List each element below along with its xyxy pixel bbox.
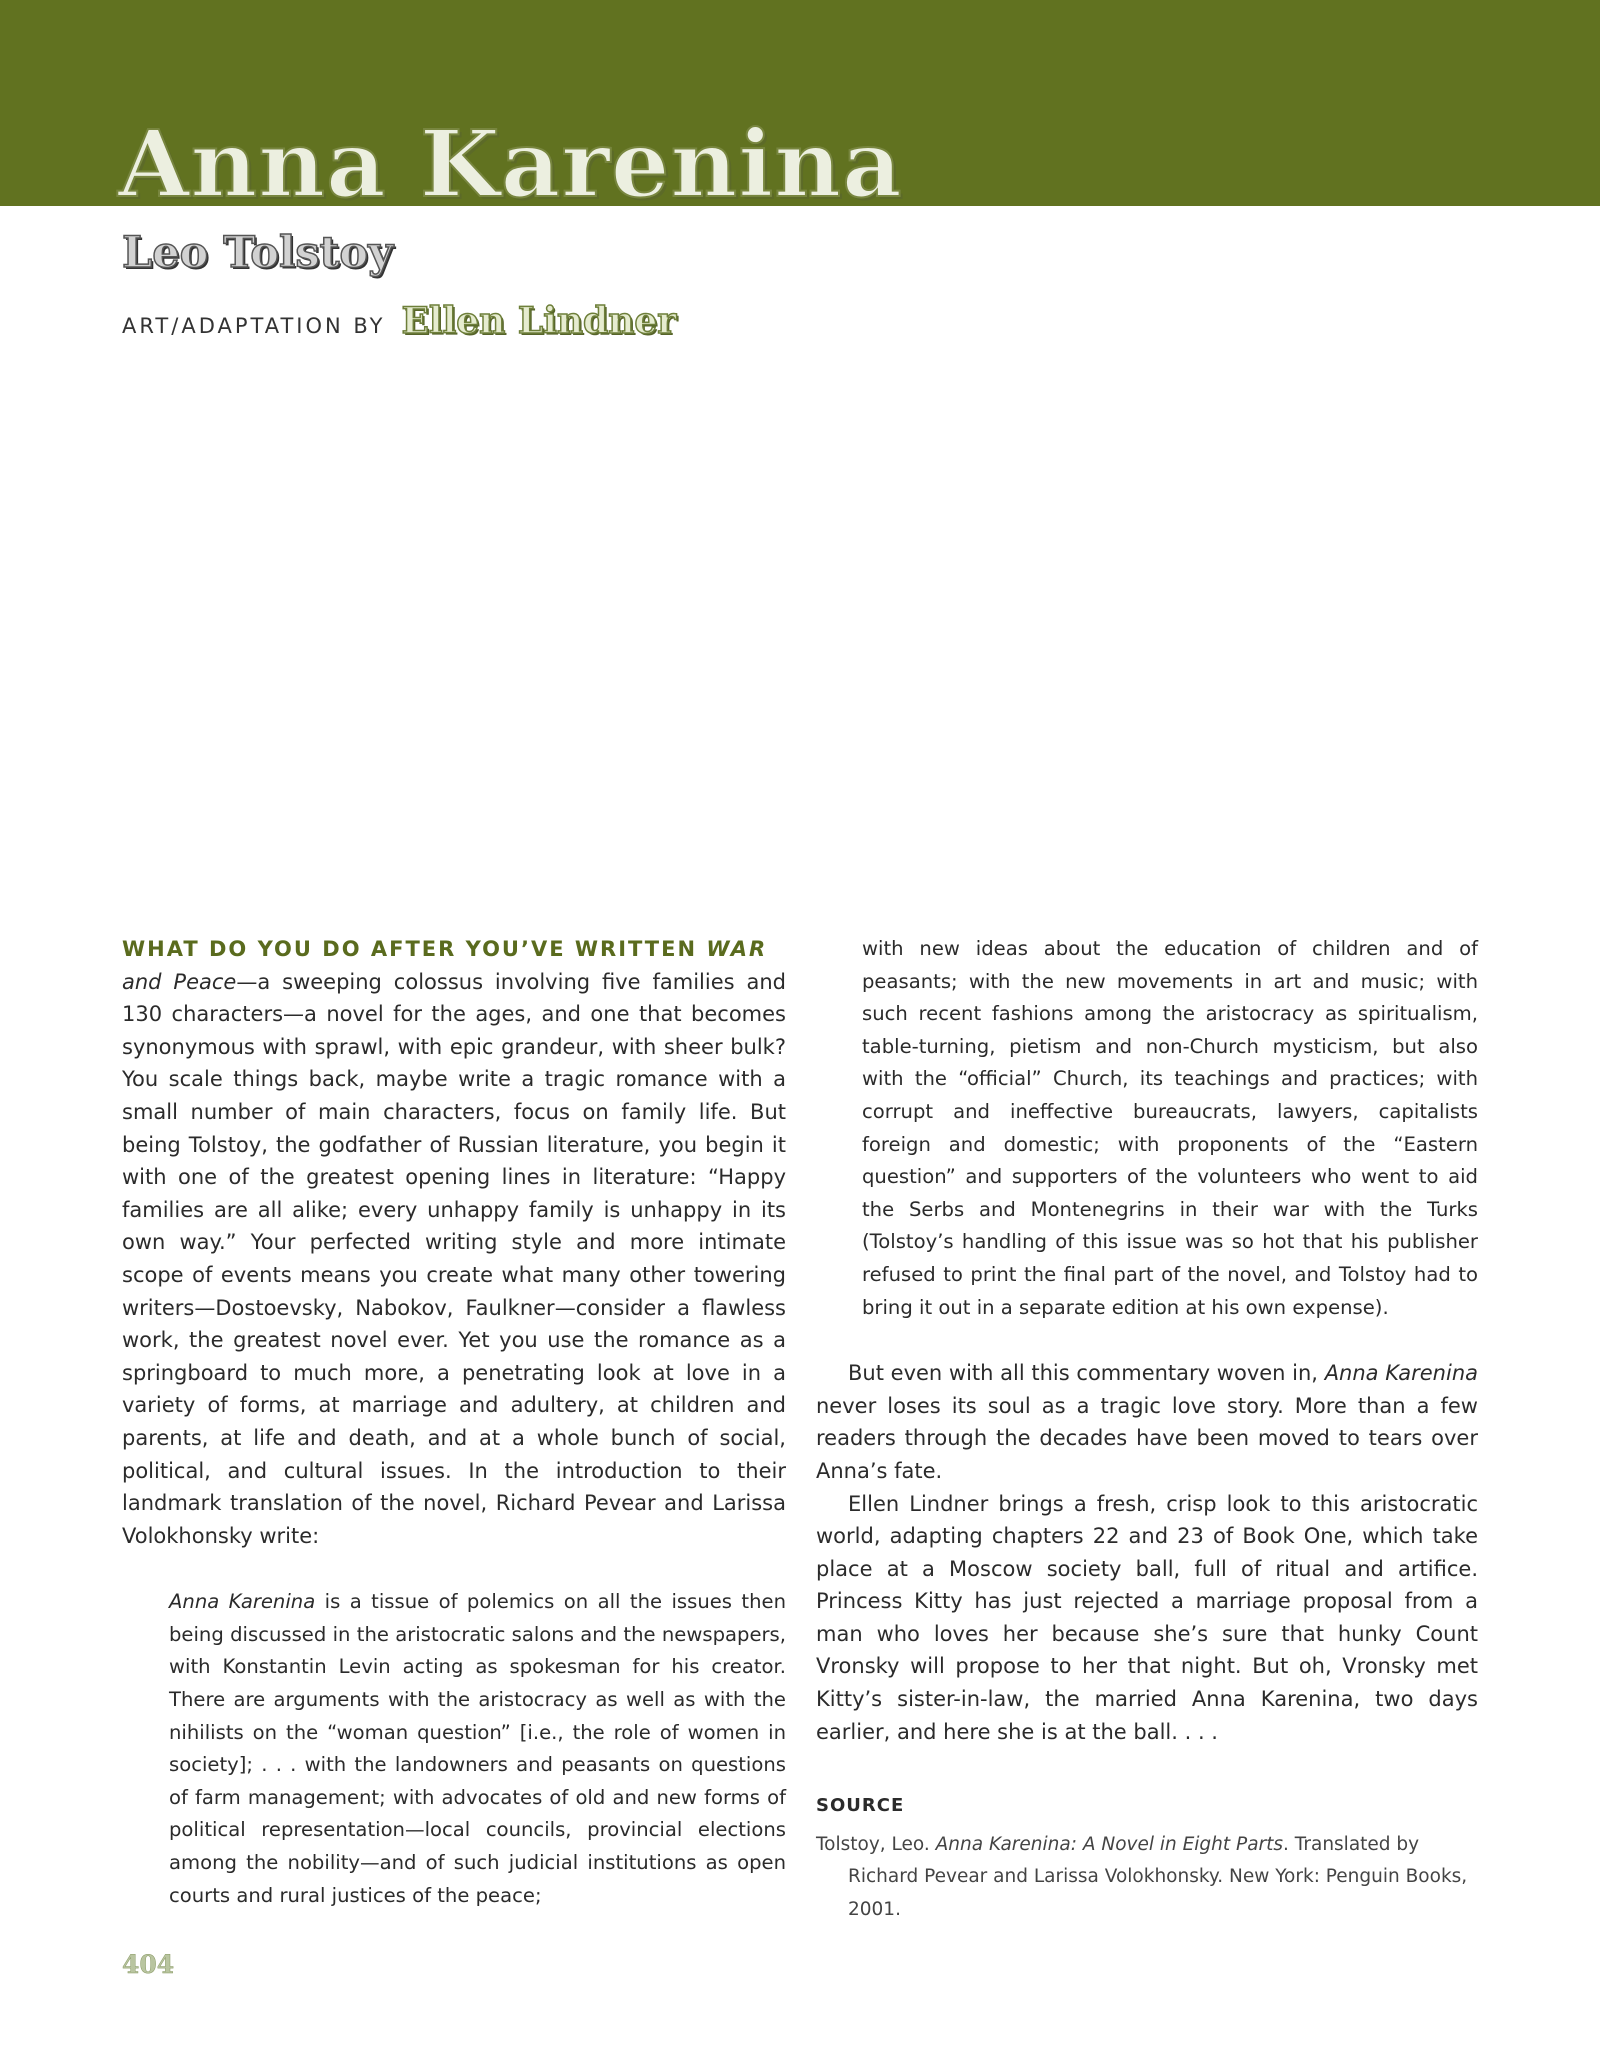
page-number: 404: [122, 1950, 175, 1979]
intro-lead-italic: and Peace: [122, 969, 237, 994]
commentary-paragraph-1: [816, 1357, 1478, 1487]
quote-text-part1: is a tissue of polemics on all the issues then being discussed in the aristocratic salons and the newspapers, with Konstantin Levin acting as spokesman for his creator. There are arguments with the aristocracy as well as with the nihilists on the “woman question” [i.e., the role of women in society]; . . . with the landowners and peasants on questions of farm management; with advocates of old and new forms of political representation—local councils, provincial elections among the nobility—and of such judicial institutions as open courts and rural justices of the peace;: [169, 1590, 787, 1907]
source-author: Tolstoy, Leo.: [816, 1833, 936, 1855]
source-heading: SOURCE: [816, 1795, 905, 1817]
adaptation-credit: [122, 300, 676, 342]
adapter-name: Ellen Lindner: [401, 300, 677, 342]
right-column: [816, 933, 1478, 1927]
commentary-p1-start: But even with all this commentary woven in,: [848, 1361, 1325, 1386]
commentary-paragraph-2: Ellen Lindner brings a fresh, crisp look to this aristocratic world, adapting chapters 22 and 23 of Book One, which take place at a Moscow society ball, full of ritual and artifice. Princess Kitty has just rejected a marriage proposal from a man who loves her because she’s sure that hunky Count Vronsky will propose to her that night. But oh, Vronsky met Kitty’s sister-in-law, the married Anna Karenina, two days earlier, and here she is at the ball. . . .: [816, 1491, 1478, 1744]
left-column: [122, 933, 786, 1912]
source-citation: [816, 1829, 1478, 1927]
source-publication: . Translated by Richard Pevear and Larissa Volokhonsky. New York: Penguin Books, 2001.: [848, 1833, 1468, 1921]
author-name: Leo Tolstoy: [122, 228, 394, 278]
story-title: Anna Karenina: [118, 110, 903, 218]
intro-lead-text: WHAT DO YOU DO AFTER YOU’VE WRITTEN: [122, 937, 707, 961]
quote-italic-title: Anna Karenina: [169, 1590, 316, 1614]
credit-label: ART/ADAPTATION BY: [122, 314, 386, 338]
commentary-p1-end: never loses its soul as a tragic love story. More than a few readers through the decades have been moved to tears over Anna’s fate.: [816, 1393, 1478, 1483]
source-book-title: Anna Karenina: A Novel in Eight Parts: [935, 1833, 1284, 1855]
intro-paragraph: [122, 933, 786, 1552]
intro-body: —a sweeping colossus involving five families and 130 characters—a novel for the ages, and one that becomes synonymous with sprawl, with epic grandeur, with sheer bulk? You scale things back, maybe write a tragic romance with a small number of main characters, focus on family life. But being Tolstoy, the godfather of Russian literature, you begin it with one of the greatest opening lines in literature: “Happy families are all alike; every unhappy family is unhappy in its own way.” Your perfected writing style and more intimate scope of events means you create what many other towering writers—Dostoevsky, Nabokov, Faulkner—consider a flawless work, the greatest novel ever. Yet you use the romance as a springboard to much more, a penetrating look at love in a variety of forms, at marriage and adultery, at children and parents, at life and death, and at a whole bunch of social, political, and cultural issues. In the introduction to their landmark translation of the novel, Richard Pevear and Larissa Volokhonsky write:: [122, 969, 786, 1548]
block-quote-continued: with new ideas about the education of children and of peasants; with the new movements in art and music; with such recent fashions among the aristocracy as spiritualism, table-turning, pietism and non-Church mysticism, but also with the “official” Church, its teachings and practices; with corrupt and ineffective bureaucrats, lawyers, capitalists foreign and domestic; with proponents of the “Eastern question” and supporters of the volunteers who went to aid the Serbs and Montenegrins in their war with the Turks (Tolstoy’s handling of this issue was so hot that his publisher refused to print the final part of the novel, and Tolstoy had to bring it out in a separate edition at his own expense).: [862, 937, 1478, 1319]
block-quote: [169, 1586, 786, 1912]
commentary-p1-italic: Anna Karenina: [1324, 1361, 1479, 1386]
intro-lead-italic-caps: WAR: [706, 937, 768, 961]
intro-lead-caps: [122, 937, 767, 961]
